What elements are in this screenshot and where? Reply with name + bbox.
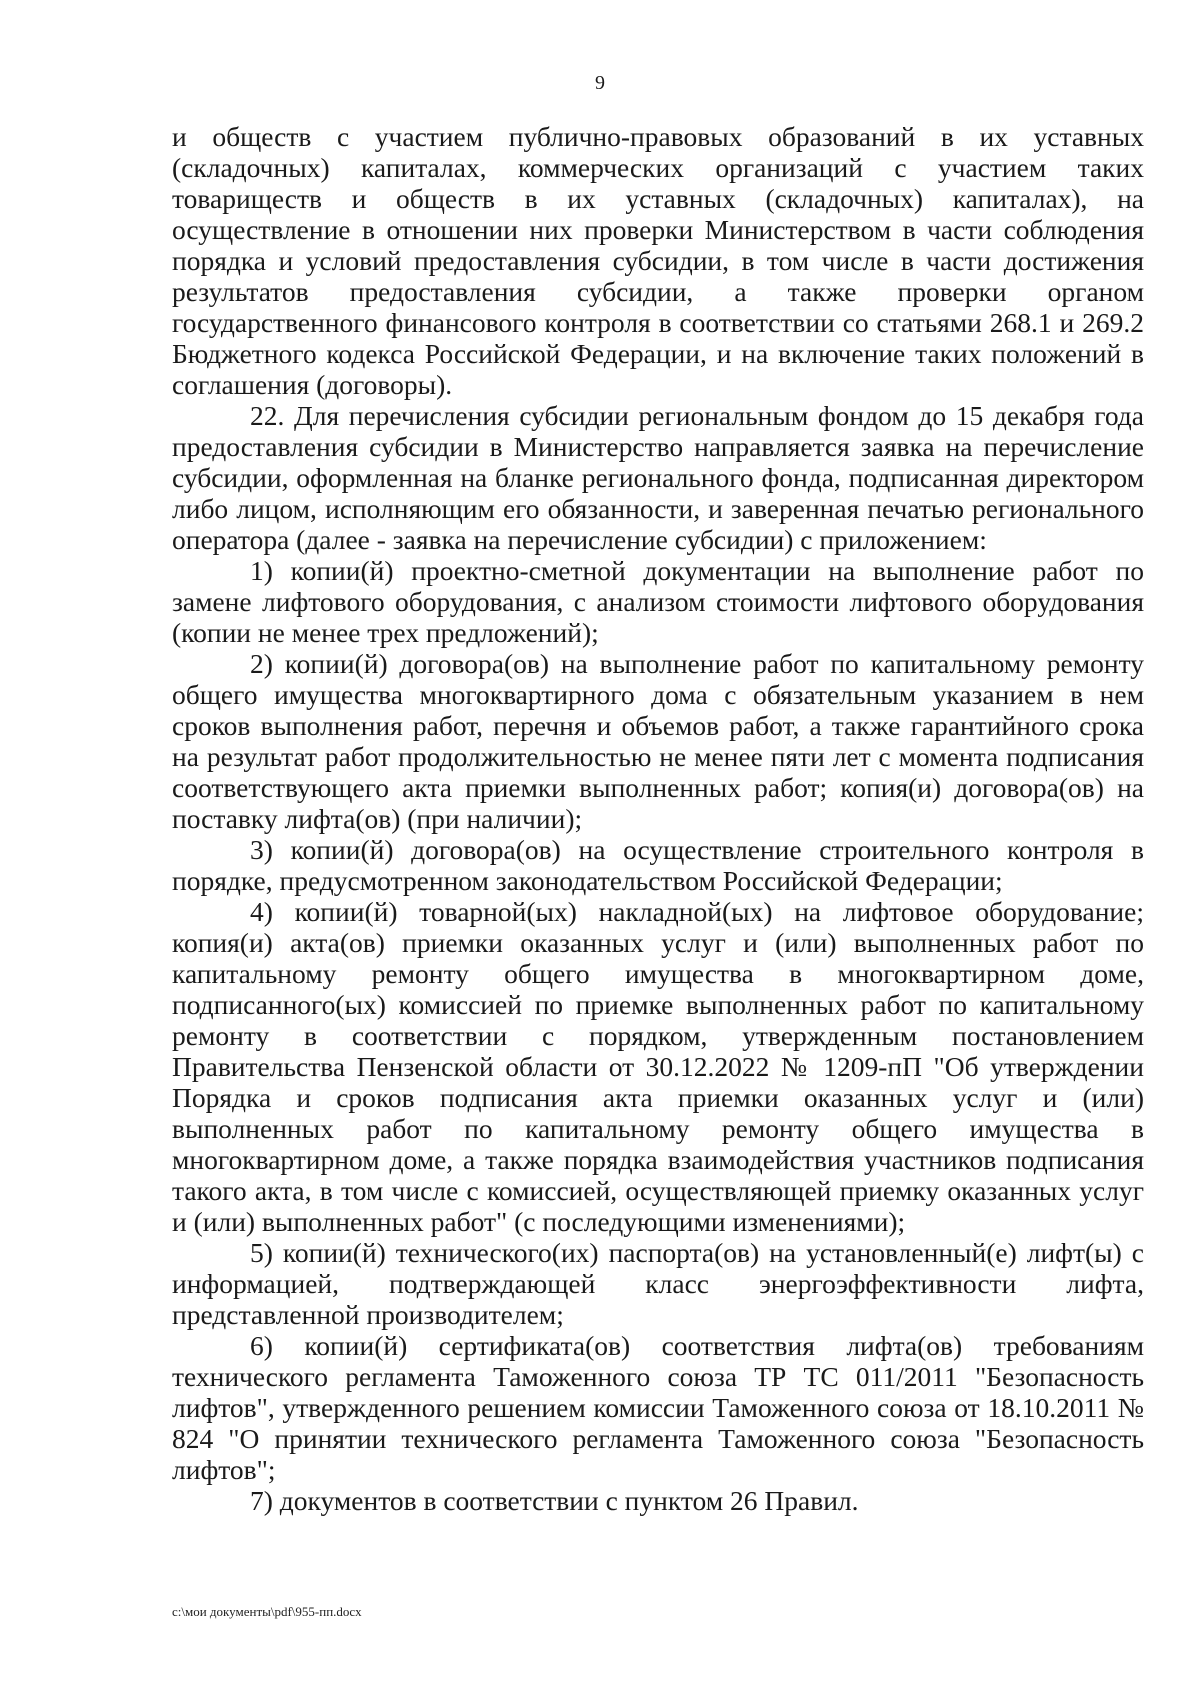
list-item-3: 3) копии(й) договора(ов) на осуществление строительного контроля в порядке, предусмотренном законодательством Российской Федерации; xyxy=(172,834,1144,896)
list-item-5: 5) копии(й) технического(их) паспорта(ов) на установленный(е) лифт(ы) с информацией, подтверждающей класс энергоэффективности лифта, представленной производителем; xyxy=(172,1237,1144,1330)
paragraph-clause-22: 22. Для перечисления субсидии региональным фондом до 15 декабря года предоставления субсидии в Министерство направляется заявка на перечисление субсидии, оформленная на бланке регионального фонда, подписанная директором либо лицом, исполняющим его обязанности, и заверенная печатью регионального оператора (далее - заявка на перечисление субсидии) с приложением: xyxy=(172,400,1144,555)
list-item-7: 7) документов в соответствии с пунктом 26 Правил. xyxy=(250,1485,859,1516)
document-body xyxy=(172,121,1144,1516)
list-item-2: 2) копии(й) договора(ов) на выполнение работ по капитальному ремонту общего имущества многоквартирного дома с обязательным указанием в нем сроков выполнения работ, перечня и объемов работ, а также гарантийного срока на результат работ продолжительностью не менее пяти лет с момента подписания соответствующего акта приемки выполненных работ; копия(и) договора(ов) на поставку лифта(ов) (при наличии); xyxy=(172,648,1144,834)
list-item-4: 4) копии(й) товарной(ых) накладной(ых) на лифтовое оборудование; копия(и) акта(ов) приемки оказанных услуг и (или) выполненных работ по капитальному ремонту общего имущества в многоквартирном доме, подписанного(ых) комиссией по приемке выполненных работ по капитальному ремонту в соответствии с порядком, утвержденным постановлением Правительства Пензенской области от 30.12.2022 № 1209-пП "Об утверждении Порядка и сроков подписания акта приемки оказанных услуг и (или) выполненных работ по капитальному ремонту общего имущества в многоквартирном доме, а также порядка взаимодействия участников подписания такого акта, в том числе с комиссией, осуществляющей приемку оказанных услуг и (или) выполненных работ" (с последующими изменениями); xyxy=(172,896,1144,1237)
file-path-footer: c:\мои документы\pdf\955-пп.docx xyxy=(172,1604,362,1619)
list-item-1: 1) копии(й) проектно-сметной документации на выполнение работ по замене лифтового оборудования, с анализом стоимости лифтового оборудования (копии не менее трех предложений); xyxy=(172,555,1144,648)
page-number: 9 xyxy=(595,72,605,94)
list-item-6: 6) копии(й) сертификата(ов) соответствия лифта(ов) требованиям технического регламента Таможенного союза ТР ТС 011/2011 "Безопасность лифтов", утвержденного решением комиссии Таможенного союза от 18.10.2011 № 824 "О принятии технического регламента Таможенного союза "Безопасность лифтов"; xyxy=(172,1330,1144,1485)
paragraph-continuation: и обществ с участием публично-правовых образований в их уставных (складочных) капиталах, коммерческих организаций с участием таких товариществ и обществ в их уставных (складочных) капиталах), на осуществление в отношении них проверки Министерством в части соблюдения порядка и условий предоставления субсидии, в том числе в части достижения результатов предоставления субсидии, а также проверки органом государственного финансового контроля в соответствии со статьями 268.1 и 269.2 Бюджетного кодекса Российской Федерации, и на включение таких положений в соглашения (договоры). xyxy=(172,121,1144,400)
